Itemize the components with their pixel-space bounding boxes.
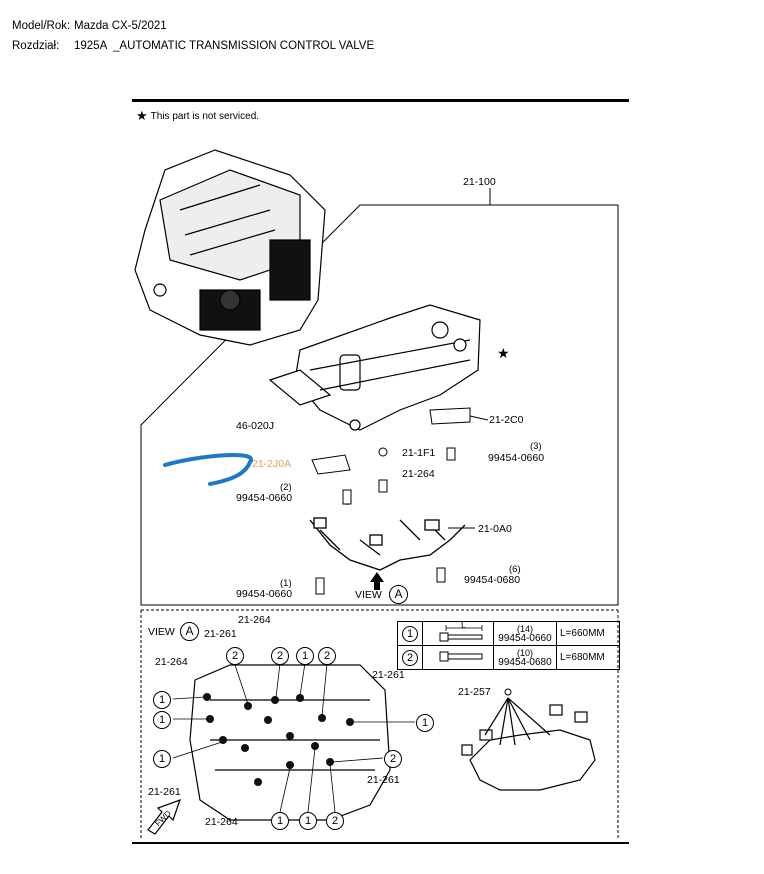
view-a-circle: A xyxy=(389,585,408,604)
qty-2: (2) xyxy=(280,482,292,493)
length-cell: L=660MM xyxy=(557,622,620,646)
circle-num-1: 1 xyxy=(153,691,171,709)
qty-3: (3) xyxy=(530,441,542,452)
table-row xyxy=(398,646,620,670)
star-icon: ★ xyxy=(497,345,510,361)
callout-21-264-left: 21-264 xyxy=(155,656,188,668)
circle-num-1: 1 xyxy=(299,812,317,830)
star-icon: ★ xyxy=(136,108,148,123)
callout-21-100: 21-100 xyxy=(463,176,496,188)
fwd-arrow-label: FWD xyxy=(153,808,173,829)
length-cell: L=680MM xyxy=(557,646,620,670)
wire-harness-illustration xyxy=(310,518,465,570)
callout-21-0A0: 21-0A0 xyxy=(478,523,512,535)
bolt-cell xyxy=(423,646,494,670)
part-number: 99454-0660 xyxy=(498,632,552,644)
row-circle-cell xyxy=(398,646,423,670)
qty-label: (14) xyxy=(516,623,533,634)
callout-46-020J: 46-020J xyxy=(236,420,274,432)
part-number-cell xyxy=(494,622,557,646)
callout-21-261-bottom-right: 21-261 xyxy=(367,774,400,786)
bolt-dimension-icon xyxy=(426,622,490,642)
view-a-label: VIEW xyxy=(355,589,382,601)
circle-num-2: 2 xyxy=(226,647,244,665)
callout-21-2J0A: 21-2J0A xyxy=(252,458,292,470)
circle-num-2: 2 xyxy=(326,812,344,830)
part-number: 99454-0680 xyxy=(498,656,552,668)
bolt-icon xyxy=(426,646,490,666)
callout-21-261-right: 21-261 xyxy=(372,669,405,681)
callout-99454-0660-1: 99454-0660 xyxy=(236,588,293,600)
qty-6: (6) xyxy=(509,564,521,575)
callout-21-264: 21-264 xyxy=(402,468,435,480)
circle-num-1: 1 xyxy=(416,714,434,732)
callout-21-2C0: 21-2C0 xyxy=(489,414,524,426)
bolt-spec-table xyxy=(397,621,620,670)
lower-view-circle: A xyxy=(180,622,199,641)
bolt-dimension-cell xyxy=(423,622,494,646)
callout-21-261-top: 21-261 xyxy=(204,628,237,640)
callout-21-1F1: 21-1F1 xyxy=(402,447,436,459)
row-circle-cell xyxy=(398,622,423,646)
harness-21-257-illustration xyxy=(462,698,595,790)
section-key: Rozdział: xyxy=(12,40,60,52)
circle-num-2: 2 xyxy=(271,647,289,665)
circle-num-1: 1 xyxy=(271,812,289,830)
part-number-cell xyxy=(494,646,557,670)
table-row xyxy=(398,622,620,646)
dimension-l-label: L xyxy=(461,620,467,630)
callout-21-257: 21-257 xyxy=(458,686,491,698)
circle-num-2: 2 xyxy=(384,750,402,768)
circle-num-1: 1 xyxy=(153,711,171,729)
callout-21-264-top: 21-264 xyxy=(238,614,271,626)
circle-num-1: 1 xyxy=(153,750,171,768)
circle-num-2: 2 xyxy=(402,650,418,666)
callout-21-261-left: 21-261 xyxy=(148,786,181,798)
callout-99454-0660-3: 99454-0660 xyxy=(488,452,545,464)
circle-num-1: 1 xyxy=(402,626,418,642)
section-value: 1925A _AUTOMATIC TRANSMISSION CONTROL VALVE xyxy=(74,40,375,52)
callout-99454-0660-2: 99454-0660 xyxy=(236,492,293,504)
note-text: This part is not serviced. xyxy=(150,111,260,122)
model-key: Model/Rok: xyxy=(12,20,71,32)
callout-99454-0680-6: 99454-0680 xyxy=(464,574,521,586)
qty-1: (1) xyxy=(280,578,292,589)
transmission-illustration xyxy=(135,150,325,345)
qty-label: (10) xyxy=(516,647,533,658)
lower-view-label: VIEW xyxy=(148,626,175,638)
callout-21-264-bottom: 21-264 xyxy=(205,816,238,828)
circle-num-1: 1 xyxy=(296,647,314,665)
model-value: Mazda CX-5/2021 xyxy=(74,20,167,32)
circle-num-2: 2 xyxy=(318,647,336,665)
